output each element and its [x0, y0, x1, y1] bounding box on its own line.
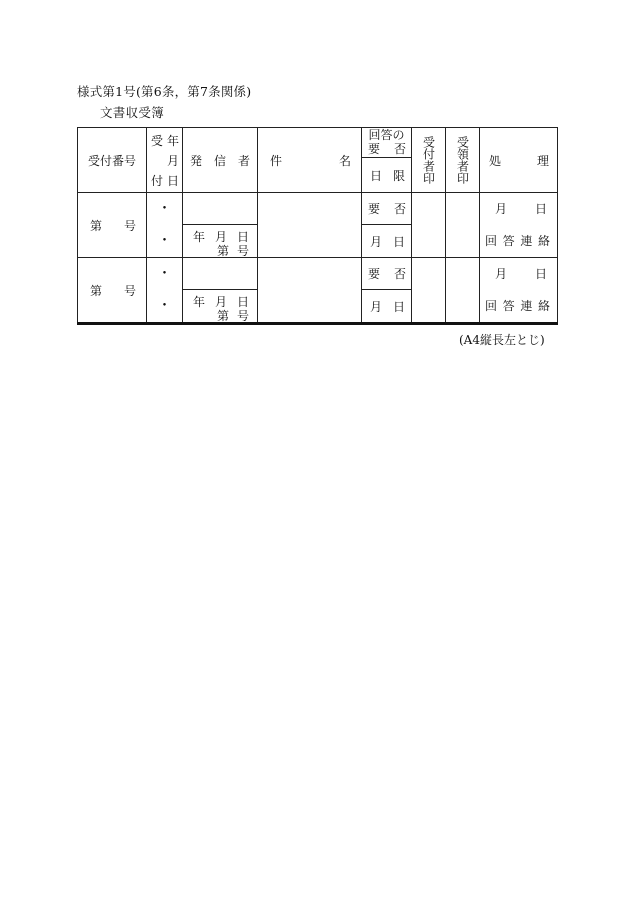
entry-date-bottom: [147, 290, 183, 324]
form-number: 様式第1号(第6条，第7条関係): [77, 84, 252, 99]
entry-sender-ref: [183, 290, 258, 324]
entry-sender-year: 年: [193, 295, 206, 309]
date-dot: ・: [157, 265, 172, 282]
document-receipt-ledger: [77, 127, 558, 325]
entry-deadline-day: 日: [392, 299, 405, 314]
entry-proc-month: 月: [494, 267, 507, 282]
entry-contact-char: 絡: [537, 299, 550, 314]
table-row: [78, 258, 558, 290]
entry-deadline: [362, 290, 412, 324]
entry-contact-char: 回: [485, 234, 498, 249]
header-reply-line1: 回答の: [368, 127, 405, 142]
header-date-uke: 受: [151, 134, 164, 148]
date-dot: ・: [157, 232, 172, 249]
entry-sender-seq-prefix: 第: [217, 244, 230, 258]
header-deadline-day: 日: [370, 168, 383, 183]
entry-processing-contact: [480, 290, 558, 324]
entry-reply-required: [362, 258, 412, 290]
header-subject-char-1: 件: [270, 153, 283, 168]
entry-number-suffix: 号: [123, 218, 136, 233]
entry-sender-name: [183, 258, 258, 290]
header-deadline-limit: 限: [392, 168, 405, 183]
header-reply-required: [362, 128, 412, 158]
entry-recipient-stamp: [446, 258, 480, 324]
header-recipient-stamp-label: 受領者印: [455, 136, 470, 184]
entry-deadline-month: 月: [370, 234, 383, 249]
header-reply-yes: 要: [368, 141, 381, 156]
entry-sender-day: 日: [236, 230, 249, 244]
entry-sender-seq-prefix: 第: [217, 309, 230, 323]
entry-sender-seq-suffix: 号: [236, 244, 249, 258]
header-subject: [258, 128, 362, 193]
table-row: [78, 193, 558, 225]
entry-receiver-stamp: [412, 193, 446, 258]
header-date-year: 年: [167, 134, 180, 148]
entry-date-top: [147, 193, 183, 225]
entry-contact-char: 回: [485, 299, 498, 314]
entry-deadline: [362, 225, 412, 258]
header-subject-char-2: 名: [338, 153, 351, 168]
entry-receiver-stamp: [412, 258, 446, 324]
entry-sender-name: [183, 193, 258, 225]
header-receipt-number: [78, 128, 147, 193]
entry-number-prefix: 第: [90, 283, 103, 298]
entry-processing-date: [480, 258, 558, 290]
header-deadline: [362, 158, 412, 193]
entry-sender-month: 月: [214, 230, 227, 244]
entry-subject: [258, 258, 362, 324]
header-receiver-stamp: [412, 128, 446, 193]
entry-recipient-stamp: [446, 193, 480, 258]
header-processing: [480, 128, 558, 193]
entry-number: [78, 258, 147, 324]
entry-number: [78, 193, 147, 258]
entry-reply-no: 否: [393, 267, 406, 281]
header-sender: [183, 128, 258, 193]
entry-proc-day: 日: [534, 267, 547, 282]
header-date-month: 月: [167, 154, 180, 168]
entry-date-bottom: [147, 225, 183, 258]
entry-sender-year: 年: [193, 230, 206, 244]
header-date-day: 日: [167, 174, 180, 188]
header-recipient-stamp: [446, 128, 480, 193]
entry-contact-char: 答: [502, 234, 515, 249]
header-sender-label: 発 信 者: [189, 153, 250, 168]
entry-sender-seq-suffix: 号: [236, 309, 249, 323]
header-receipt-date: [147, 128, 183, 193]
entry-processing-date: [480, 193, 558, 225]
entry-reply-no: 否: [393, 202, 406, 216]
entry-deadline-month: 月: [370, 299, 383, 314]
entry-deadline-day: 日: [392, 234, 405, 249]
entry-sender-day: 日: [236, 295, 249, 309]
document-title: 文書収受簿: [100, 105, 165, 120]
entry-reply-yes: 要: [368, 267, 381, 281]
header-reply-no: 否: [393, 141, 406, 156]
entry-contact-char: 連: [520, 234, 533, 249]
entry-sender-ref: [183, 225, 258, 258]
entry-contact-char: 絡: [537, 234, 550, 249]
header-date-tsuke: 付: [151, 174, 164, 188]
entry-proc-day: 日: [534, 202, 547, 217]
header-processing-char-1: 処: [489, 153, 502, 168]
header-receiver-stamp-label: 受付者印: [421, 136, 436, 184]
entry-sender-month: 月: [214, 295, 227, 309]
header-receipt-number-label: 受付番号: [87, 153, 136, 168]
date-dot: ・: [157, 297, 172, 314]
date-dot: ・: [157, 200, 172, 217]
entry-number-prefix: 第: [90, 218, 103, 233]
entry-processing-contact: [480, 225, 558, 258]
entry-proc-month: 月: [494, 202, 507, 217]
binding-note: (A4縦長左とじ): [459, 333, 545, 347]
entry-contact-char: 答: [502, 299, 515, 314]
entry-reply-yes: 要: [368, 202, 381, 216]
entry-date-top: [147, 258, 183, 290]
entry-number-suffix: 号: [123, 283, 136, 298]
entry-subject: [258, 193, 362, 258]
header-processing-char-2: 理: [536, 153, 549, 168]
entry-reply-required: [362, 193, 412, 225]
entry-contact-char: 連: [520, 299, 533, 314]
